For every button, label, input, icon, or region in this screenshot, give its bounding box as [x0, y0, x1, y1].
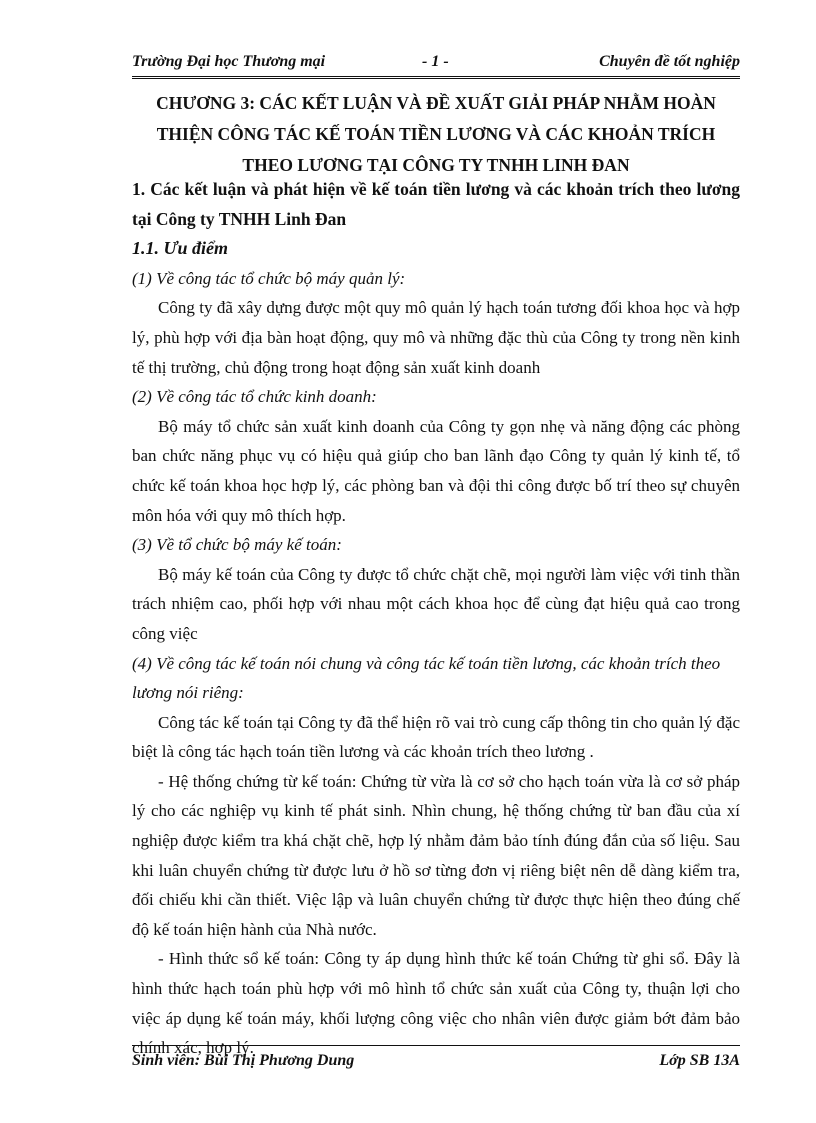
- item-heading: (4) Về công tác kế toán nói chung và công tác kế toán tiền lương, các khoản trích theo lương nói riêng:: [132, 653, 721, 703]
- item-heading: (1) Về công tác tổ chức bộ máy quản lý:: [132, 268, 406, 288]
- item-heading: (2) Về công tác tổ chức kinh doanh:: [132, 387, 377, 407]
- bullet-paragraph: - Hệ thống chứng từ kế toán: Chứng từ vừa là cơ sở cho hạch toán vừa là cơ sở pháp lý cho các nghiệp vụ kinh tế phát sinh. Nhìn chung, hệ thống chứng từ ban đầu của xí nghiệp được kiểm tra khá chặt chẽ, hợp lý nhằm đảm bảo tính đúng đắn của số liệu. Sau khi luân chuyển chứng từ được lưu ở hồ sơ từng đơn vị riêng biệt nên dễ dàng kiểm tra, đối chiếu khi cần thiết. Việc lập và luân chuyển chứng từ được thực hiện theo đúng chế độ kế toán hiện hành của Nhà nước.: [132, 771, 740, 939]
- subsection-heading: 1.1. Ưu điểm: [132, 238, 228, 259]
- footer-rule: [132, 1045, 740, 1046]
- chapter-title-line: CHƯƠNG 3: CÁC KẾT LUẬN VÀ ĐỀ XUẤT GIẢI PHÁP NHẰM HOÀN: [156, 93, 716, 113]
- item-paragraph: Bộ máy kế toán của Công ty được tổ chức chặt chẽ, mọi người làm việc với tinh thần trách nhiệm cao, phối hợp với nhau một cách khoa học để cùng đạt hiệu quả cao trong công việc: [132, 564, 740, 643]
- footer-student: Sinh viên: Bùi Thị Phương Dung: [132, 1052, 355, 1069]
- chapter-title-line: THEO LƯƠNG TẠI CÔNG TY TNHH LINH ĐAN: [242, 155, 630, 175]
- item-paragraph: Bộ máy tổ chức sản xuất kinh doanh của Công ty gọn nhẹ và năng động các phòng ban chức năng phục vụ có hiệu quả giúp cho ban lãnh đạo Công ty quản lý kinh tế, tổ chức kế toán khoa học hợp lý, các phòng ban và đội thi công được bố trí theo sự chuyên môn hóa với quy mô thích hợp.: [132, 416, 740, 525]
- footer-class: Lớp SB 13A: [659, 1052, 740, 1069]
- page-footer: [132, 1050, 740, 1074]
- header-school: Trường Đại học Thương mại: [132, 53, 326, 70]
- page-header: [132, 50, 740, 76]
- item-paragraph: Công ty đã xây dựng được một quy mô quản lý hạch toán tương đối khoa học và hợp lý, phù hợp với địa bàn hoạt động, quy mô và những đặc thù của Công ty trong nền kinh tế thị trường, chủ động trong hoạt động sản xuất kinh doanh: [132, 298, 740, 377]
- header-rule: [132, 76, 740, 79]
- chapter-title-line: THIỆN CÔNG TÁC KẾ TOÁN TIỀN LƯƠNG VÀ CÁC KHOẢN TRÍCH: [156, 124, 716, 144]
- item-heading: (3) Về tổ chức bộ máy kế toán:: [132, 535, 342, 555]
- page-number: - 1 -: [422, 53, 449, 70]
- header-doc-type: Chuyên đề tốt nghiệp: [599, 53, 740, 70]
- body-content: [132, 175, 740, 1063]
- item-paragraph: Công tác kế toán tại Công ty đã thể hiện rõ vai trò cung cấp thông tin cho quản lý đặc biệt là công tác hạch toán tiền lương và các khoản trích theo lương .: [132, 712, 740, 762]
- section-heading: 1. Các kết luận và phát hiện về kế toán tiền lương và các khoản trích theo lương tại Công ty TNHH Linh Đan: [132, 179, 740, 229]
- bullet-paragraph: - Hình thức sổ kế toán: Công ty áp dụng hình thức kế toán Chứng từ ghi sổ. Đây là hình thức hạch toán phù hợp với mô hình tổ chức sản xuất của Công ty, thuận lợi cho việc áp dụng kế toán máy, khối lượng công việc cho nhân viên được giảm bớt đảm bảo chính xác, hợp lý.: [132, 949, 740, 1058]
- chapter-title: [132, 88, 740, 181]
